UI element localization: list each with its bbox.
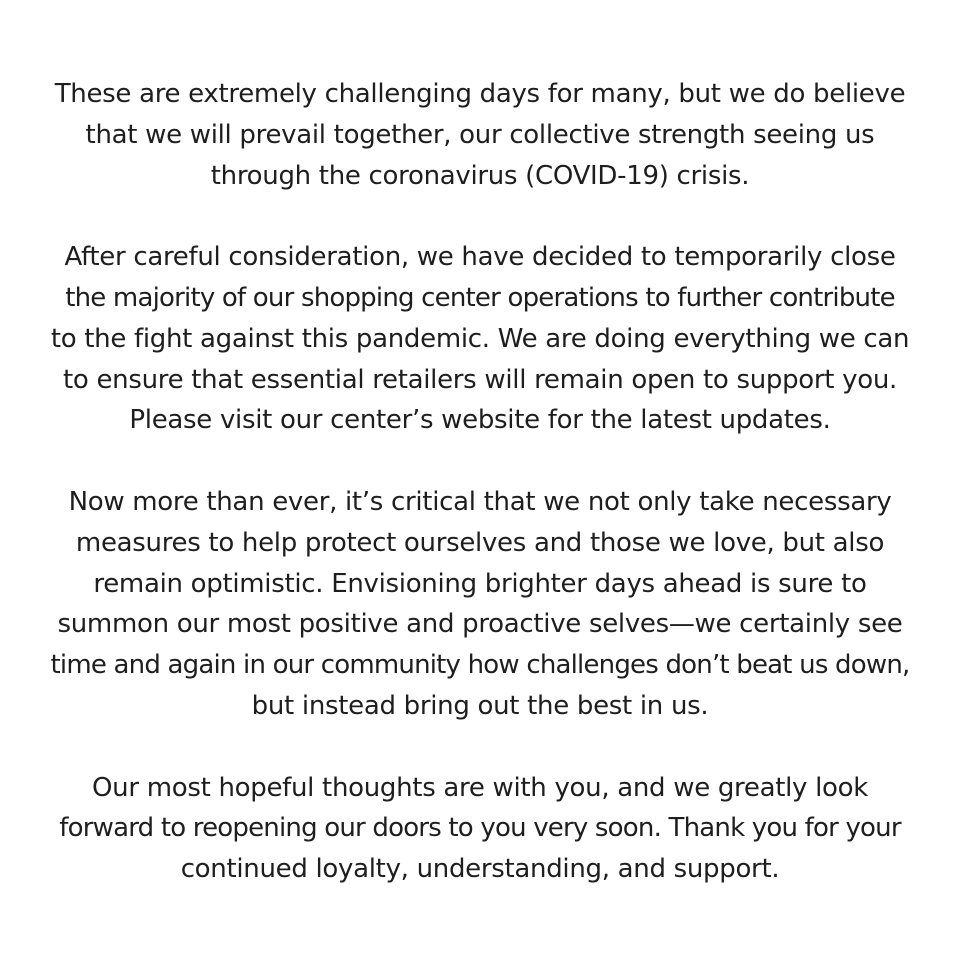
paragraph-line: Our most hopeful thoughts are with you, and we greatly look	[92, 772, 868, 803]
paragraph-line: that we will prevail together, our collective strength seeing us	[85, 119, 875, 150]
paragraph-line: Now more than ever, it’s critical that we not only take necessary	[68, 486, 892, 517]
paragraph-line: remain optimistic. Envisioning brighter days ahead is sure to	[93, 568, 867, 599]
paragraph-optimism	[40, 482, 920, 727]
statement-letter	[40, 74, 920, 890]
paragraph-line: measures to help protect ourselves and those we love, but also	[75, 527, 885, 558]
paragraph-line: the majority of our shopping center operations to further contribute	[65, 282, 895, 313]
paragraph-line: continued loyalty, understanding, and support.	[180, 854, 780, 885]
paragraph-line: After careful consideration, we have decided to temporarily close	[64, 242, 896, 273]
paragraph-line: to ensure that essential retailers will remain open to support you.	[63, 364, 897, 395]
paragraph-line: Please visit our center’s website for the latest updates.	[129, 405, 831, 436]
paragraph-line: to the fight against this pandemic. We are doing everything we can	[50, 323, 910, 354]
paragraph-line: These are extremely challenging days for many, but we do believe	[54, 79, 906, 109]
paragraph-line: through the coronavirus (COVID-19) crisis.	[210, 160, 750, 191]
paragraph-line: forward to reopening our doors to you very soon. Thank you for your	[59, 813, 901, 844]
paragraph-closing	[40, 768, 920, 890]
paragraph-closure-notice	[40, 237, 920, 441]
paragraph-intro	[40, 74, 920, 196]
paragraph-line: time and again in our community how challenges don’t beat us down,	[50, 650, 910, 681]
paragraph-line: summon our most positive and proactive selves—we certainly see	[57, 609, 903, 640]
paragraph-line: but instead bring out the best in us.	[251, 690, 709, 721]
